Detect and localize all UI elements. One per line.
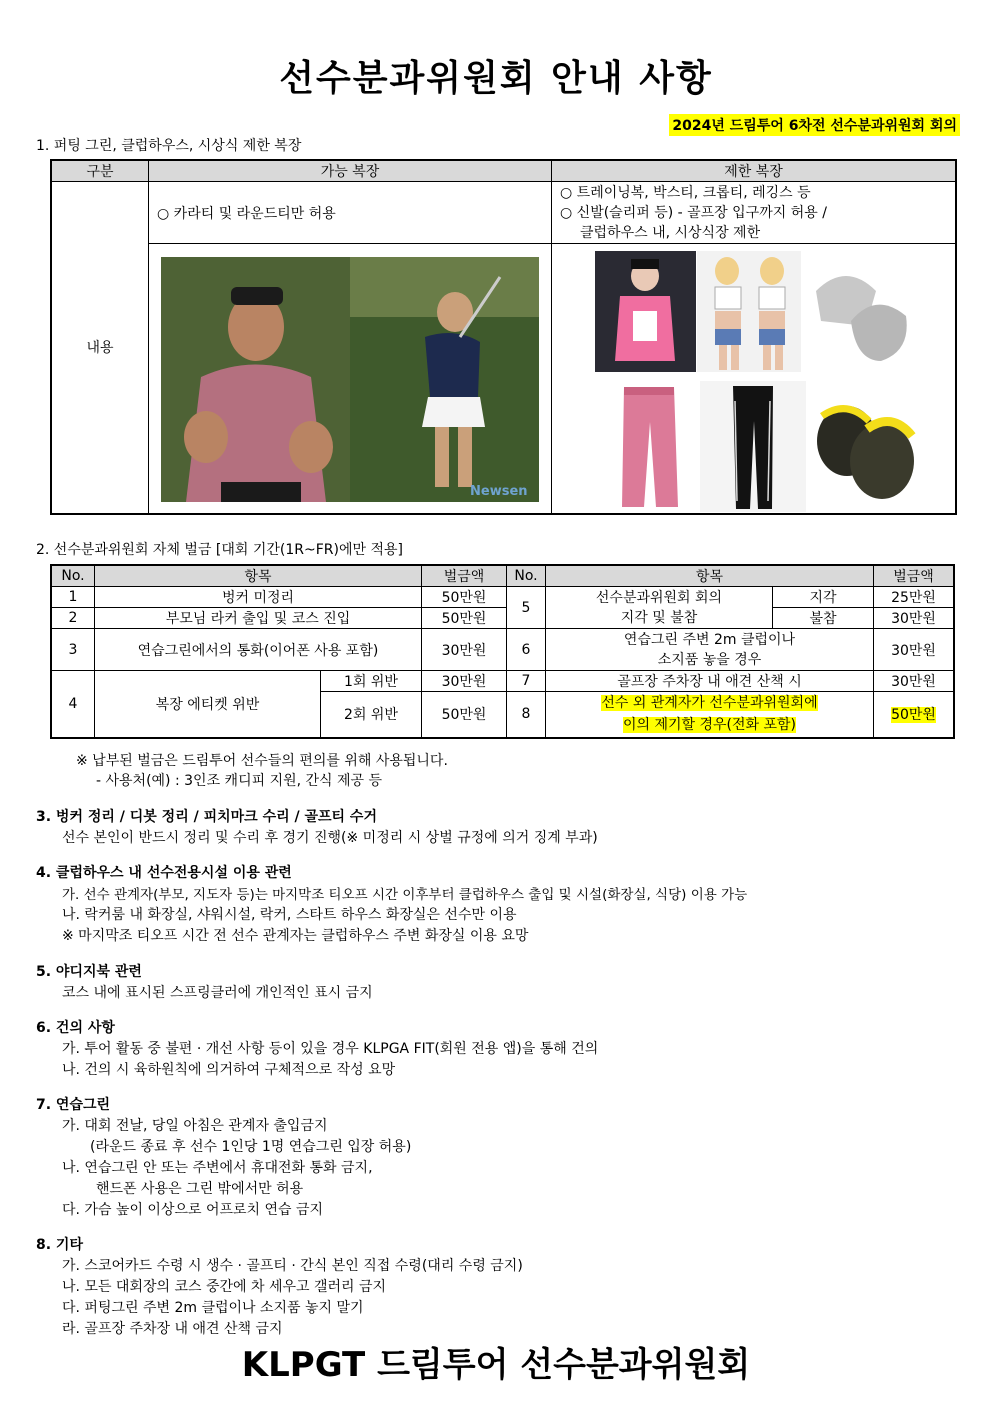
- meeting-subtitle: 2024년 드림투어 6차전 선수분과위원회 회의: [669, 114, 960, 136]
- fine-row-1-no: 1: [51, 587, 95, 608]
- fine-row-5-item: 선수분과위원회 회의 지각 및 불참: [546, 587, 773, 629]
- fine-row-6-no: 6: [507, 629, 546, 671]
- section2-heading: 2. 선수분과위원회 자체 벌금 [대회 기간(1R~FR)에만 적용]: [36, 542, 404, 558]
- restricted-photo-crocs: [807, 381, 918, 512]
- section1-heading: 1. 퍼팅 그린, 클럽하우스, 시상식 제한 복장: [36, 138, 302, 154]
- footer-org-name: KLPGT 드림투어 선수분과위원회: [241, 1345, 751, 1385]
- fine-row-4-first: 1회 위반: [321, 671, 422, 692]
- section3-line-1: 선수 본인이 반드시 정리 및 수리 후 경기 진행(※ 미정리 시 상벌 규정에 의거 징계 부과): [62, 830, 598, 846]
- section7-line-2: (라운드 종료 후 선수 1인당 1명 연습그린 입장 허용): [90, 1139, 412, 1155]
- fine-row-7-no: 7: [507, 671, 546, 692]
- col-header-allowed: 가능 복장: [149, 160, 552, 182]
- col-header-fine-left: 벌금액: [422, 565, 507, 587]
- restricted-photo-leggings: [700, 381, 806, 512]
- col-header-category: 구분: [51, 160, 149, 182]
- fine-row-4-first-amount: 30만원: [422, 671, 507, 692]
- section8-line-4: 라. 골프장 주차장 내 애견 산책 금지: [62, 1321, 283, 1337]
- restricted-photo-tshirt: [595, 251, 696, 372]
- section4-line-2: 나. 락커룸 내 화장실, 샤워시설, 락커, 스타트 하우스 화장실은 선수만 이용: [62, 907, 517, 923]
- section7-line-3: 나. 연습그린 안 또는 주변에서 휴대전화 통화 금지,: [62, 1160, 373, 1176]
- fine-row-6-item: 연습그린 주변 2m 클럽이나 소지품 놓을 경우: [546, 629, 874, 671]
- fine-row-4-second-amount: 50만원: [422, 692, 507, 738]
- section6-line-2: 나. 건의 시 육하원칙에 의거하여 구체적으로 작성 요망: [62, 1062, 396, 1078]
- col-header-fine-right: 벌금액: [874, 565, 955, 587]
- fine-row-8-item: 선수 외 관계자가 선수분과위원회에 이의 제기할 경우(전화 포함): [546, 692, 874, 738]
- restricted-dress-text: ○ 트레이닝복, 박스티, 크롭티, 레깅스 등 ○ 신발(슬리퍼 등) - 골프장 입구까지 허용 / 클럽하우스 내, 시상식장 제한: [552, 182, 957, 244]
- fine-row-6-amount: 30만원: [874, 629, 955, 671]
- row-label-content: 내용: [51, 182, 149, 514]
- section4-line-1: 가. 선수 관계자(부모, 지도자 등)는 마지막조 티오프 시간 이후부터 클럽하우스 출입 및 시설(화장실, 식당) 이용 가능: [62, 887, 748, 903]
- fine-row-5-absent-amount: 30만원: [874, 608, 955, 629]
- page-title: 선수분과위원회 안내 사항: [279, 58, 713, 99]
- fine-row-4-no: 4: [51, 671, 95, 738]
- section7-line-5: 다. 가슴 높이 이상으로 어프로치 연습 금지: [62, 1202, 324, 1218]
- fine-row-7-amount: 30만원: [874, 671, 955, 692]
- col-header-no-right: No.: [507, 565, 546, 587]
- fine-row-8-no: 8: [507, 692, 546, 738]
- fine-row-7-item: 골프장 주차장 내 애견 산책 시: [546, 671, 874, 692]
- fine-row-5-late: 지각: [773, 587, 874, 608]
- fine-row-3-item: 연습그린에서의 통화(이어폰 사용 포함): [95, 629, 422, 671]
- section4-heading: 4. 클럽하우스 내 선수전용시설 이용 관련: [36, 865, 292, 881]
- section7-heading: 7. 연습그린: [36, 1097, 111, 1113]
- fine-row-2-amount: 50만원: [422, 608, 507, 629]
- fine-row-3-amount: 30만원: [422, 629, 507, 671]
- col-header-item-left: 항목: [95, 565, 422, 587]
- fine-row-4-second: 2회 위반: [321, 692, 422, 738]
- section5-line-1: 코스 내에 표시된 스프링클러에 개인적인 표시 금지: [62, 985, 373, 1001]
- section6-line-1: 가. 투어 활동 중 불편 · 개선 사항 등이 있을 경우 KLPGA FIT(회원 전용 앱)을 통해 건의: [62, 1041, 599, 1057]
- section4-line-3: ※ 마지막조 티오프 시간 전 선수 관계자는 클럽하우스 주변 화장실 이용 요망: [62, 928, 529, 944]
- section6-heading: 6. 건의 사항: [36, 1020, 115, 1036]
- fine-row-5-absent: 불참: [773, 608, 874, 629]
- fine-row-2-no: 2: [51, 608, 95, 629]
- section8-line-2: 나. 모든 대회장의 코스 중간에 차 세우고 갤러리 금지: [62, 1279, 387, 1295]
- col-header-restricted: 제한 복장: [552, 160, 957, 182]
- fine-row-5-late-amount: 25만원: [874, 587, 955, 608]
- section3-heading: 3. 벙커 정리 / 디봇 정리 / 피치마크 수리 / 골프티 수거: [36, 809, 377, 825]
- section7-line-1: 가. 대회 전날, 당일 아침은 관계자 출입금지: [62, 1118, 328, 1134]
- fine-note-2: - 사용처(예) : 3인조 캐디피 지원, 간식 제공 등: [96, 773, 383, 789]
- fine-row-3-no: 3: [51, 629, 95, 671]
- col-header-no-left: No.: [51, 565, 95, 587]
- fine-row-1-amount: 50만원: [422, 587, 507, 608]
- fine-row-8-amount: 50만원: [874, 692, 955, 738]
- fine-note-1: ※ 납부된 벌금은 드림투어 선수들의 편의를 위해 사용됩니다.: [76, 753, 448, 769]
- restricted-photo-training-pants: [612, 382, 686, 512]
- section8-line-1: 가. 스코어카드 수령 시 생수 · 골프티 · 간식 본인 직접 수령(대리 수령 금지): [62, 1258, 523, 1274]
- fine-table: [50, 564, 955, 739]
- section8-line-3: 다. 퍼팅그린 주변 2m 클럽이나 소지품 놓지 말기: [62, 1300, 364, 1316]
- section5-heading: 5. 야디지북 관련: [36, 964, 142, 980]
- photo-watermark: Newsen: [470, 484, 528, 499]
- fine-row-4-item: 복장 에티켓 위반: [95, 671, 321, 738]
- restricted-photo-croptop: [697, 251, 801, 372]
- section8-heading: 8. 기타: [36, 1237, 83, 1253]
- fine-row-5-no: 5: [507, 587, 546, 629]
- fine-row-1-item: 벙커 미정리: [95, 587, 422, 608]
- col-header-item-right: 항목: [546, 565, 874, 587]
- golfer-photo-1: [161, 257, 350, 502]
- allowed-dress-text: ○ 카라티 및 라운드티만 허용: [149, 182, 552, 244]
- golfer-photo-2: [350, 257, 539, 502]
- fine-row-2-item: 부모님 라커 출입 및 코스 진입: [95, 608, 422, 629]
- section7-line-4: 핸드폰 사용은 그린 밖에서만 허용: [96, 1181, 304, 1197]
- restricted-photo-slippers: [806, 251, 918, 372]
